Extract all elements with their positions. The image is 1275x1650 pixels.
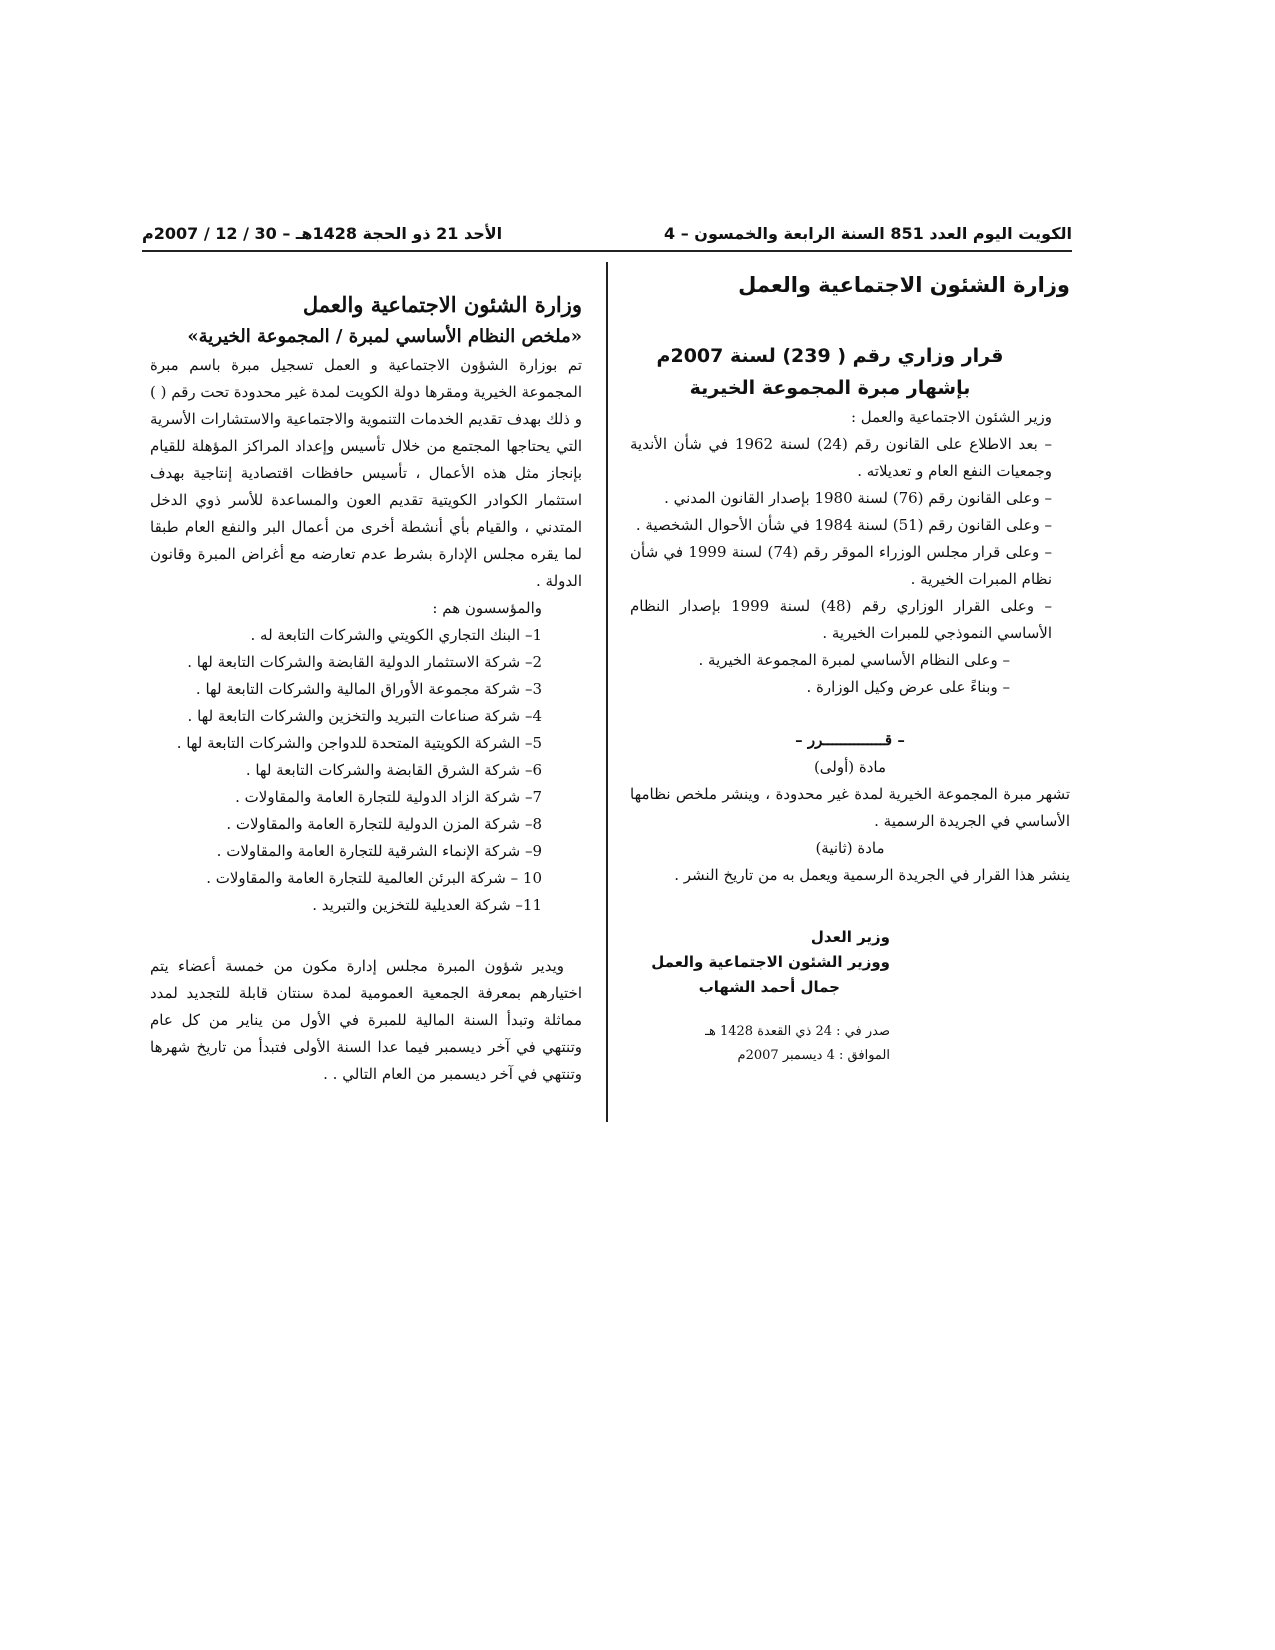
founders-intro: والمؤسسون هم : — [432, 599, 542, 617]
list-item: 8– شركة المزن الدولية للتجارة العامة والمقاولات . — [226, 815, 542, 833]
signature-title: وزير العدل — [810, 928, 890, 946]
decision-title-line2: بإشهار مبرة المجموعة الخيرية — [689, 377, 971, 399]
preamble-item: – وعلى القرار الوزاري رقم (48) لسنة 1999 بإصدار النظام الأساسي النموذجي للمبرات الخيرية . — [630, 597, 1052, 642]
column-divider — [606, 262, 608, 1122]
preamble-item: – بعد الاطلاع على القانون رقم (24) لسنة 1962 في شأن الأندية وجمعيات النفع العام و تعديلاته . — [630, 435, 1052, 480]
list-item: 6– شركة الشرق القابضة والشركات التابعة لها . — [245, 761, 542, 779]
list-item: 7– شركة الزاد الدولية للتجارة العامة والمقاولات . — [235, 788, 542, 806]
right-column — [630, 268, 1070, 1068]
signature-title: ووزير الشئون الاجتماعية والعمل — [651, 953, 890, 971]
list-item: 11– شركة العديلية للتخزين والتبريد . — [312, 896, 542, 914]
article-1-text: تشهر مبرة المجموعة الخيرية لمدة غير محدودة ، وينشر ملخص نظامها الأساسي في الجريدة الرسمية . — [630, 785, 1070, 830]
decides-heading: – قــــــــــــــرر – — [795, 731, 905, 749]
list-item: 5– الشركة الكويتية المتحدة للدواجن والشركات التابعة لها . — [176, 734, 542, 752]
issued-date-gregorian: الموافق : 4 ديسمبر 2007م — [737, 1048, 890, 1063]
ministry-title: وزارة الشئون الاجتماعية والعمل — [738, 273, 1070, 297]
founders-list — [150, 622, 582, 919]
list-item: 4– شركة صناعات التبريد والتخزين والشركات التابعة لها . — [187, 707, 542, 725]
article-2-title: مادة (ثانية) — [815, 839, 885, 857]
minister-intro: وزير الشئون الاجتماعية والعمل : — [850, 408, 1052, 426]
issued-date-hijri: صدر في : 24 ذي القعدة 1428 هـ — [705, 1024, 890, 1039]
summary-heading: وزارة الشئون الاجتماعية والعمل — [302, 292, 582, 317]
preamble-item: – وعلى النظام الأساسي لمبرة المجموعة الخيرية . — [698, 651, 1010, 669]
management-paragraph: ويدير شؤون المبرة مجلس إدارة مكون من خمسة أعضاء يتم اختيارهم بمعرفة الجمعية العمومية لمدة سنتان قابلة للتجديد لمدد مماثلة وتبدأ السنة المالية للمبرة في الأول من يناير من كل عام وتنتهي في آخر ديسمبر فيما عدا السنة الأولى فتبدأ من تاريخ شهرها وتنتهي في آخر ديسمبر من العام التالي . . — [150, 957, 582, 1083]
list-item: 1– البنك التجاري الكويتي والشركات التابعة له . — [250, 626, 542, 644]
list-item: 9– شركة الإنماء الشرقية للتجارة العامة والمقاولات . — [216, 842, 542, 860]
page-header — [142, 222, 1072, 252]
article-1-title: مادة (أولى) — [813, 758, 887, 776]
list-item: 10 – شركة البرئن العالمية للتجارة العامة والمقاولات . — [206, 869, 542, 887]
decision-title-line1: قرار وزاري رقم ( 239) لسنة 2007م — [656, 345, 1004, 367]
list-item: 3– شركة مجموعة الأوراق المالية والشركات التابعة لها . — [195, 680, 542, 698]
summary-subheading: «ملخص النظام الأساسي لمبرة / المجموعة الخيرية» — [187, 326, 582, 347]
header-issue-info: الكويت اليوم العدد 851 السنة الرابعة والخمسون – 4 — [664, 224, 1072, 243]
left-column — [150, 288, 582, 1088]
preamble-item: – وعلى القانون رقم (51) لسنة 1984 في شأن الأحوال الشخصية . — [635, 516, 1052, 534]
preamble-item: – وعلى قرار مجلس الوزراء الموقر رقم (74) لسنة 1999 في شأن نظام المبرات الخيرية . — [630, 543, 1052, 588]
preamble-item: – وعلى القانون رقم (76) لسنة 1980 بإصدار القانون المدني . — [664, 489, 1052, 507]
article-2-text: ينشر هذا القرار في الجريدة الرسمية ويعمل به من تاريخ النشر . — [674, 866, 1070, 884]
signature-name: جمال أحمد الشهاب — [698, 978, 840, 996]
header-date: الأحد 21 ذو الحجة 1428هـ – 30 / 12 / 2007م — [142, 224, 503, 243]
list-item: 2– شركة الاستثمار الدولية القابضة والشركات التابعة لها . — [187, 653, 542, 671]
preamble-item: – وبناءً على عرض وكيل الوزارة . — [806, 678, 1010, 696]
summary-intro: تم بوزارة الشؤون الاجتماعية و العمل تسجيل مبرة باسم مبرة المجموعة الخيرية ومقرها دولة الكويت لمدة غير محدودة تحت رقم ( ) و ذلك بهدف تقديم الخدمات التنموية والاجتماعية والاستشارات الأسرية التي يحتاجها المجتمع من خلال تأسيس وإعداد المراكز المؤهلة للقيام بإنجاز مثل هذه الأعمال ، تأسيس حافظات اقتصادية إنتاجية بهدف استثمار الكوادر الكويتية تقديم العون والمساعدة للأسر ذوي الدخل المتدني ، والقيام بأي أنشطة أخرى من أعمال البر والنفع العام طبقا لما يقره مجلس الإدارة بشرط عدم تعارضه مع أغراض المبرة وقانون الدولة . — [150, 356, 582, 590]
